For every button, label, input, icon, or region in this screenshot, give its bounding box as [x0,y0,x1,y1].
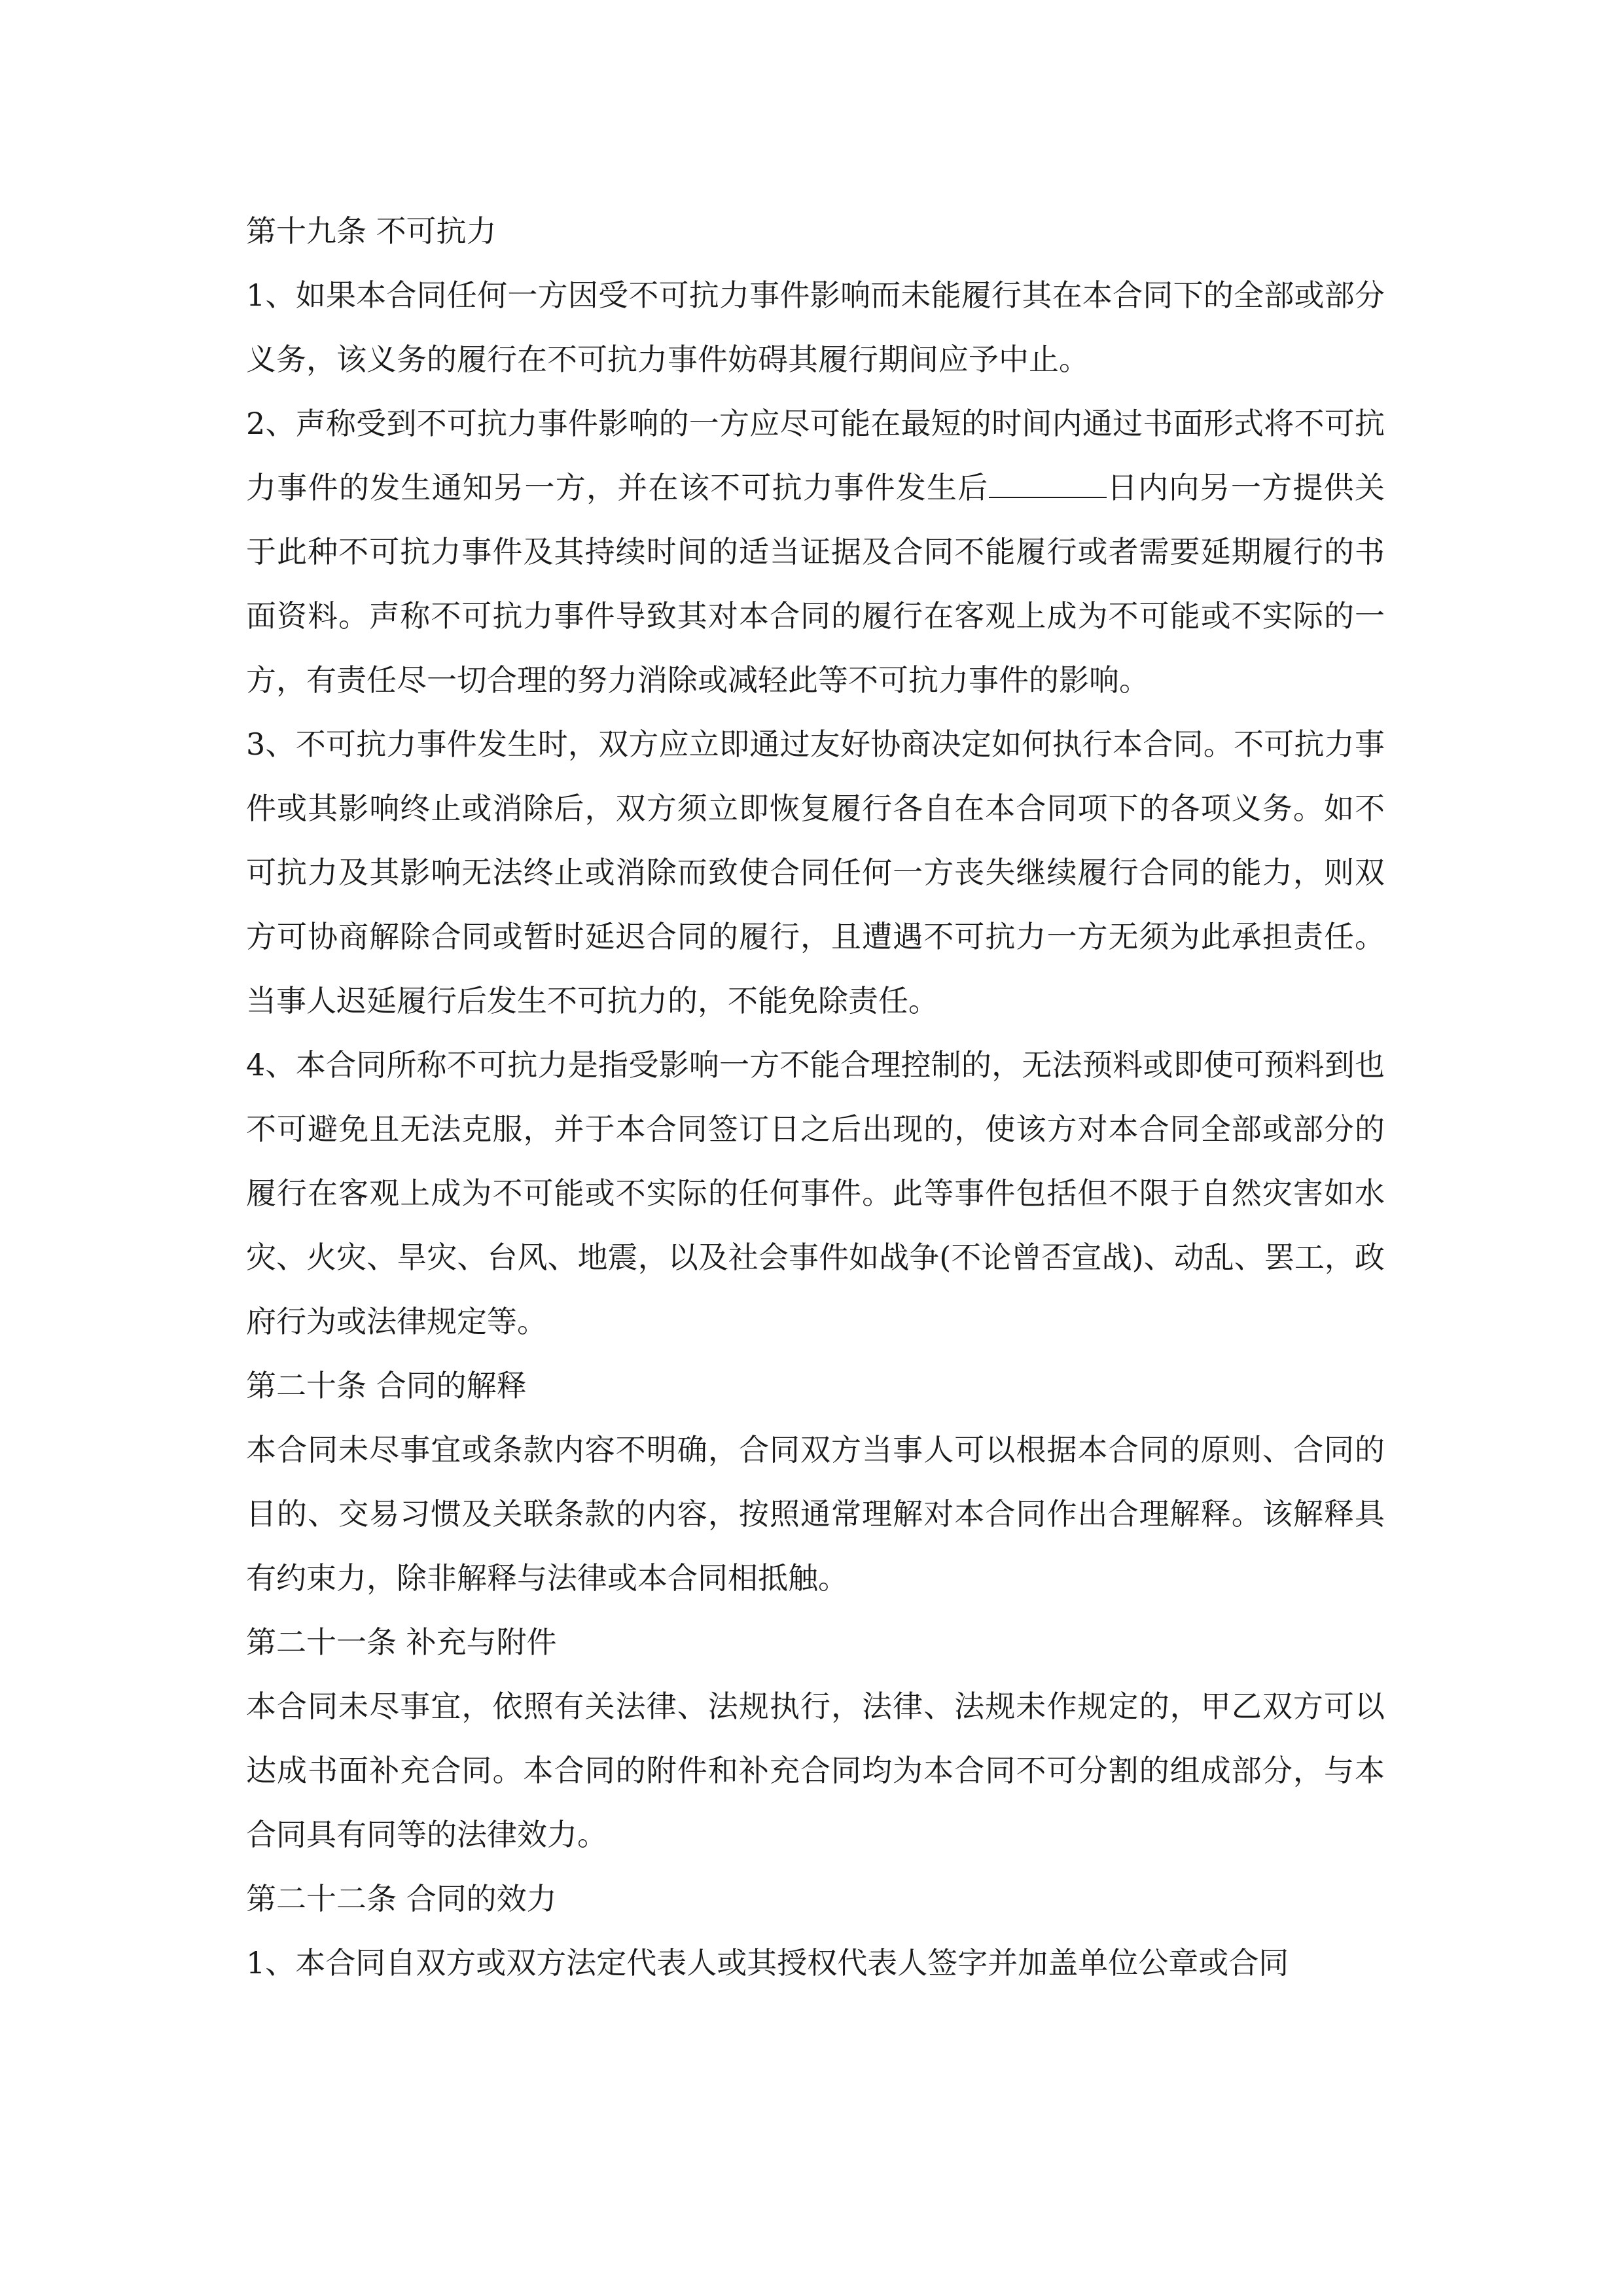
article-22-heading: 第二十二条 合同的效力 [246,1881,557,1916]
article-19-clause-2-part-1: 2、声称受到不可抗力事件影响的一方应尽可能在最短的时间内通过书面形式将不可抗力事件的发生通知另一方，并在该不可抗力事件发生后 [246,406,1385,505]
fill-in-blank-days [989,460,1107,498]
document-body [246,199,1385,1995]
article-19-clause-4: 4、本合同所称不可抗力是指受影响一方不能合理控制的，无法预料或即使可预料到也不可避免且无法克服，并于本合同签订日之后出现的，使该方对本合同全部或部分的履行在客观上成为不可能或不实际的任何事件。此等事件包括但不限于自然灾害如水灾、火灾、旱灾、台风、地震，以及社会事件如战争(不论曾否宣战)、动乱、罢工，政府行为或法律规定等。 [246,1047,1385,1339]
article-19-heading: 第十九条 不可抗力 [246,213,497,249]
article-19-clause-1: 1、如果本合同任何一方因受不可抗力事件影响而未能履行其在本合同下的全部或部分义务，该义务的履行在不可抗力事件妨碍其履行期间应予中止。 [246,278,1385,377]
article-20-heading: 第二十条 合同的解释 [246,1368,527,1403]
article-22-clause-1: 1、本合同自双方或双方法定代表人或其授权代表人签字并加盖单位公章或合同 [246,1945,1289,1981]
article-21-body: 本合同未尽事宜，依照有关法律、法规执行，法律、法规未作规定的，甲乙双方可以达成书面补充合同。本合同的附件和补充合同均为本合同不可分割的组成部分，与本合同具有同等的法律效力。 [246,1689,1385,1852]
article-19-clause-2 [246,391,1385,712]
article-20-body: 本合同未尽事宜或条款内容不明确，合同双方当事人可以根据本合同的原则、合同的目的、交易习惯及关联条款的内容，按照通常理解对本合同作出合理解释。该解释具有约束力，除非解释与法律或本合同相抵触。 [246,1432,1385,1596]
article-19-clause-3: 3、不可抗力事件发生时，双方应立即通过友好协商决定如何执行本合同。不可抗力事件或其影响终止或消除后，双方须立即恢复履行各自在本合同项下的各项义务。如不可抗力及其影响无法终止或消除而致使合同任何一方丧失继续履行合同的能力，则双方可协商解除合同或暂时延迟合同的履行，且遭遇不可抗力一方无须为此承担责任。当事人迟延履行后发生不可抗力的，不能免除责任。 [246,726,1385,1018]
article-19-clause-2-part-2: 日内向另一方提供关于此种不可抗力事件及其持续时间的适当证据及合同不能履行或者需要延期履行的书面资料。声称不可抗力事件导致其对本合同的履行在客观上成为不可能或不实际的一方，有责任尽一切合理的努力消除或减轻此等不可抗力事件的影响。 [246,470,1385,698]
article-21-heading: 第二十一条 补充与附件 [246,1624,557,1660]
